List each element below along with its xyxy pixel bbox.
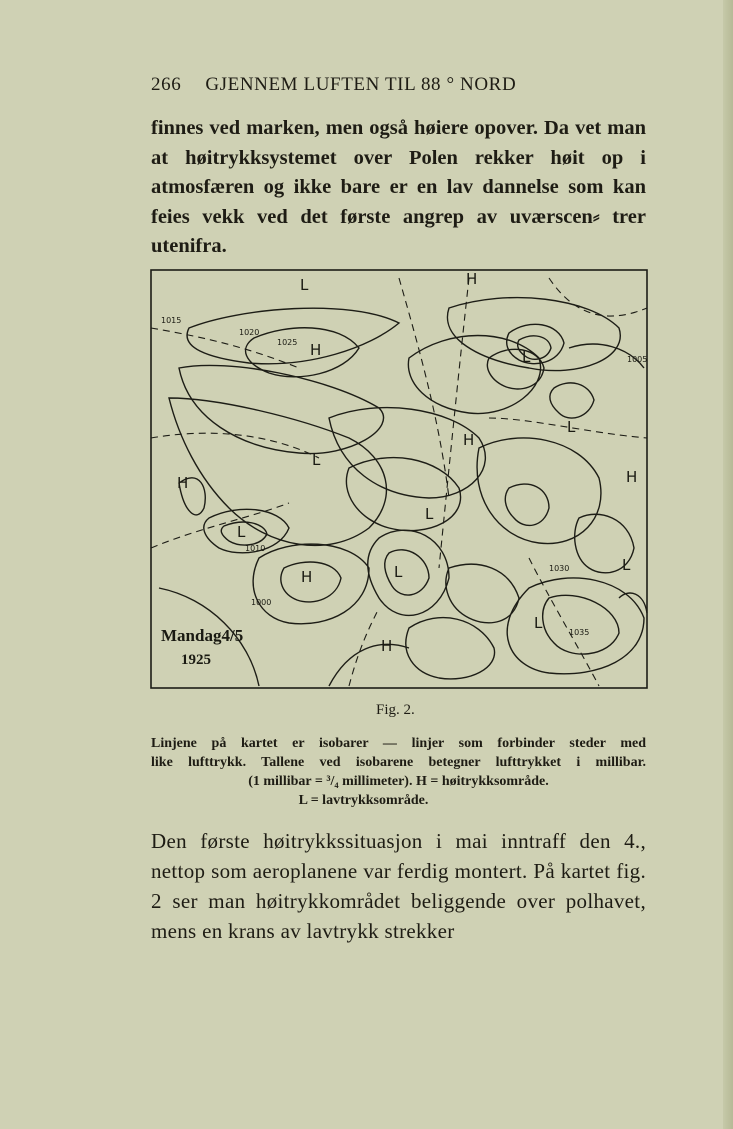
front-line	[151, 328, 299, 368]
isobar	[505, 484, 549, 525]
figure-label: Fig. 2.	[376, 702, 415, 718]
isobar	[507, 578, 644, 674]
front-line	[439, 278, 469, 568]
running-title: GJENNEM LUFTEN TIL 88 ° NORD	[205, 74, 517, 95]
isobar	[507, 324, 564, 363]
isobar	[446, 564, 519, 623]
high-marker: H	[301, 568, 313, 586]
figure-caption	[151, 734, 646, 810]
front-line	[399, 278, 449, 498]
front-line	[151, 433, 319, 458]
isobar-value: 1000	[251, 598, 272, 607]
isobar-value: 1020	[239, 328, 260, 337]
isobar	[368, 530, 449, 615]
caption-line: L = lavtrykksområde.	[298, 793, 429, 808]
map-date-label: Mandag4/5	[161, 626, 244, 645]
running-header	[151, 74, 571, 96]
isobar	[169, 398, 386, 545]
page-edge	[723, 0, 733, 1129]
isobar-value: 1035	[569, 628, 590, 637]
paragraph-bottom: Den første høitrykkssituasjon i mai inntraff den 4., nettop som aeroplanene var ferdig montert. På kartet fig. 2 ser man høitrykkområdet beliggende over polhavet, mens en krans av lavtrykk strekker	[151, 829, 646, 943]
low-marker: L	[300, 276, 309, 294]
isobar	[329, 408, 485, 498]
isobar	[477, 438, 601, 544]
high-marker: H	[177, 474, 189, 492]
isobar-value: 1005	[627, 355, 648, 364]
page-number: 266	[151, 74, 182, 95]
caption-line: (1 millibar = ³/₄ millimeter). H = høitrykksområde.	[248, 774, 549, 789]
high-marker: H	[466, 270, 478, 288]
front-line	[349, 608, 379, 686]
low-marker: L	[534, 614, 543, 632]
caption-line: like lufttrykk. Tallene ved isobarene betegner lufttrykket i millibar.	[151, 755, 646, 770]
isobar	[406, 618, 495, 679]
weather-map	[149, 268, 651, 692]
isobar	[187, 308, 399, 364]
high-marker: H	[381, 637, 393, 655]
paragraph-top: finnes ved marken, men også høiere opover. Da vet man at høitrykksystemet over Polen rekker høit op i atmosfæren og ikke bare er en lav dannelse som kan feies vekk ved det første angrep av uværscen⸗ trer utenifra.	[151, 117, 646, 257]
low-marker: L	[394, 563, 403, 581]
high-marker: H	[626, 468, 638, 486]
high-marker: H	[463, 431, 475, 449]
low-marker: L	[312, 451, 321, 469]
isobar	[329, 644, 409, 686]
low-marker: L	[622, 556, 631, 574]
isobar-value: 1030	[549, 564, 570, 573]
isobar-value: 1025	[277, 338, 298, 347]
isobar-value: 1010	[245, 544, 266, 553]
low-marker: L	[522, 348, 531, 366]
front-line	[151, 503, 289, 548]
high-marker: H	[310, 341, 322, 359]
low-marker: L	[567, 418, 576, 436]
isobar	[619, 593, 647, 613]
isobar-value: 1015	[161, 316, 182, 325]
map-year-label: 1925	[181, 652, 211, 668]
isobar	[550, 383, 594, 418]
caption-line: Linjene på kartet er isobarer — linjer som forbinder steder med	[151, 736, 646, 751]
front-line	[549, 278, 647, 316]
isobar	[385, 550, 429, 595]
low-marker: L	[237, 523, 246, 541]
isobar	[408, 336, 540, 414]
low-marker: L	[425, 505, 434, 523]
